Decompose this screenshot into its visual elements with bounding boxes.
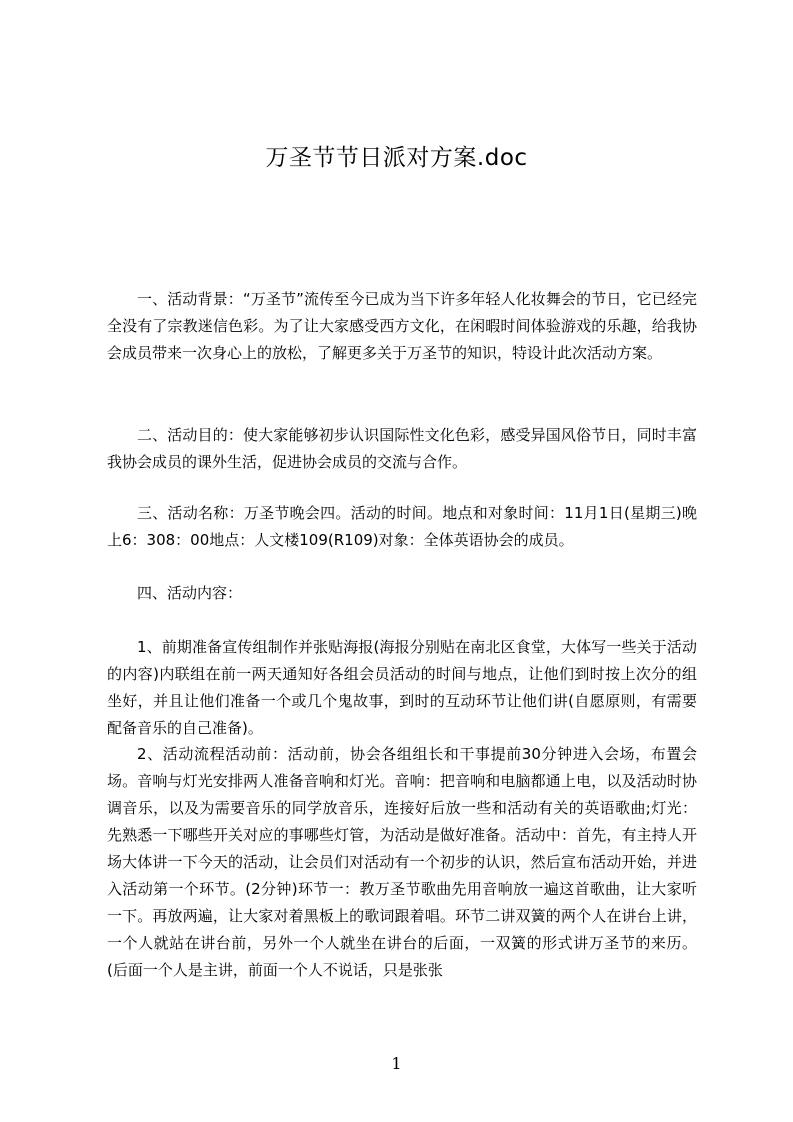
paragraph-name-time-place: 三、活动名称：万圣节晚会四。活动的时间。地点和对象时间：11月1日(星期三)晚上6：308：00地点：人文楼109(R109)对象：全体英语协会的成员。	[107, 504, 697, 549]
paragraph-content-heading: 四、活动内容：	[137, 584, 243, 602]
page-number: 1	[391, 1054, 402, 1073]
paragraph-purpose: 二、活动目的：使大家能够初步认识国际性文化色彩，感受异国风俗节日，同时丰富我协会成员的课外生活，促进协会成员的交流与合作。	[107, 426, 697, 471]
paragraph-preparation: 1、前期准备宣传组制作并张贴海报(海报分别贴在南北区食堂，大体写一些关于活动的内容)内联组在前一两天通知好各组会员活动的时间与地点，让他们到时按上次分的组坐好，并且让他们准备一个或几个鬼故事，到时的互动环节让他们讲(自愿原则，有需要配备音乐的自己准备)。	[107, 638, 697, 737]
paragraph-background: 一、活动背景：“万圣节”流传至今已成为当下许多年轻人化妆舞会的节日，它已经完全没有了宗教迷信色彩。为了让大家感受西方文化，在闲暇时间体验游戏的乐趣，给我协会成员带来一次身心上的放松，了解更多关于万圣节的知识，特设计此次活动方案。	[107, 290, 697, 362]
paragraph-process: 2、活动流程活动前：活动前，协会各组组长和干事提前30分钟进入会场，布置会场。音响与灯光安排两人准备音响和灯光。音响：把音响和电脑都通上电，以及活动时协调音乐，以及为需要音乐的同学放音乐，连接好后放一些和活动有关的英语歌曲;灯光：先熟悉一下哪些开关对应的事哪些灯管，为活动是做好准备。活动中：首先，有主持人开场大体讲一下今天的活动，让会员们对活动有一个初步的认识，然后宣布活动开始，并进入活动第一个环节。(2分钟)环节一：教万圣节歌曲先用音响放一遍这首歌曲，让大家听一下。再放两遍，让大家对着黑板上的歌词跟着唱。环节二讲双簧的两个人在讲台上讲，一个人就站在讲台前，另外一个人就坐在讲台的后面，一双簧的形式讲万圣节的来历。(后面一个人是主讲，前面一个人不说话，只是张张	[107, 745, 697, 979]
document-title: 万圣节节日派对方案.doc	[265, 145, 528, 171]
